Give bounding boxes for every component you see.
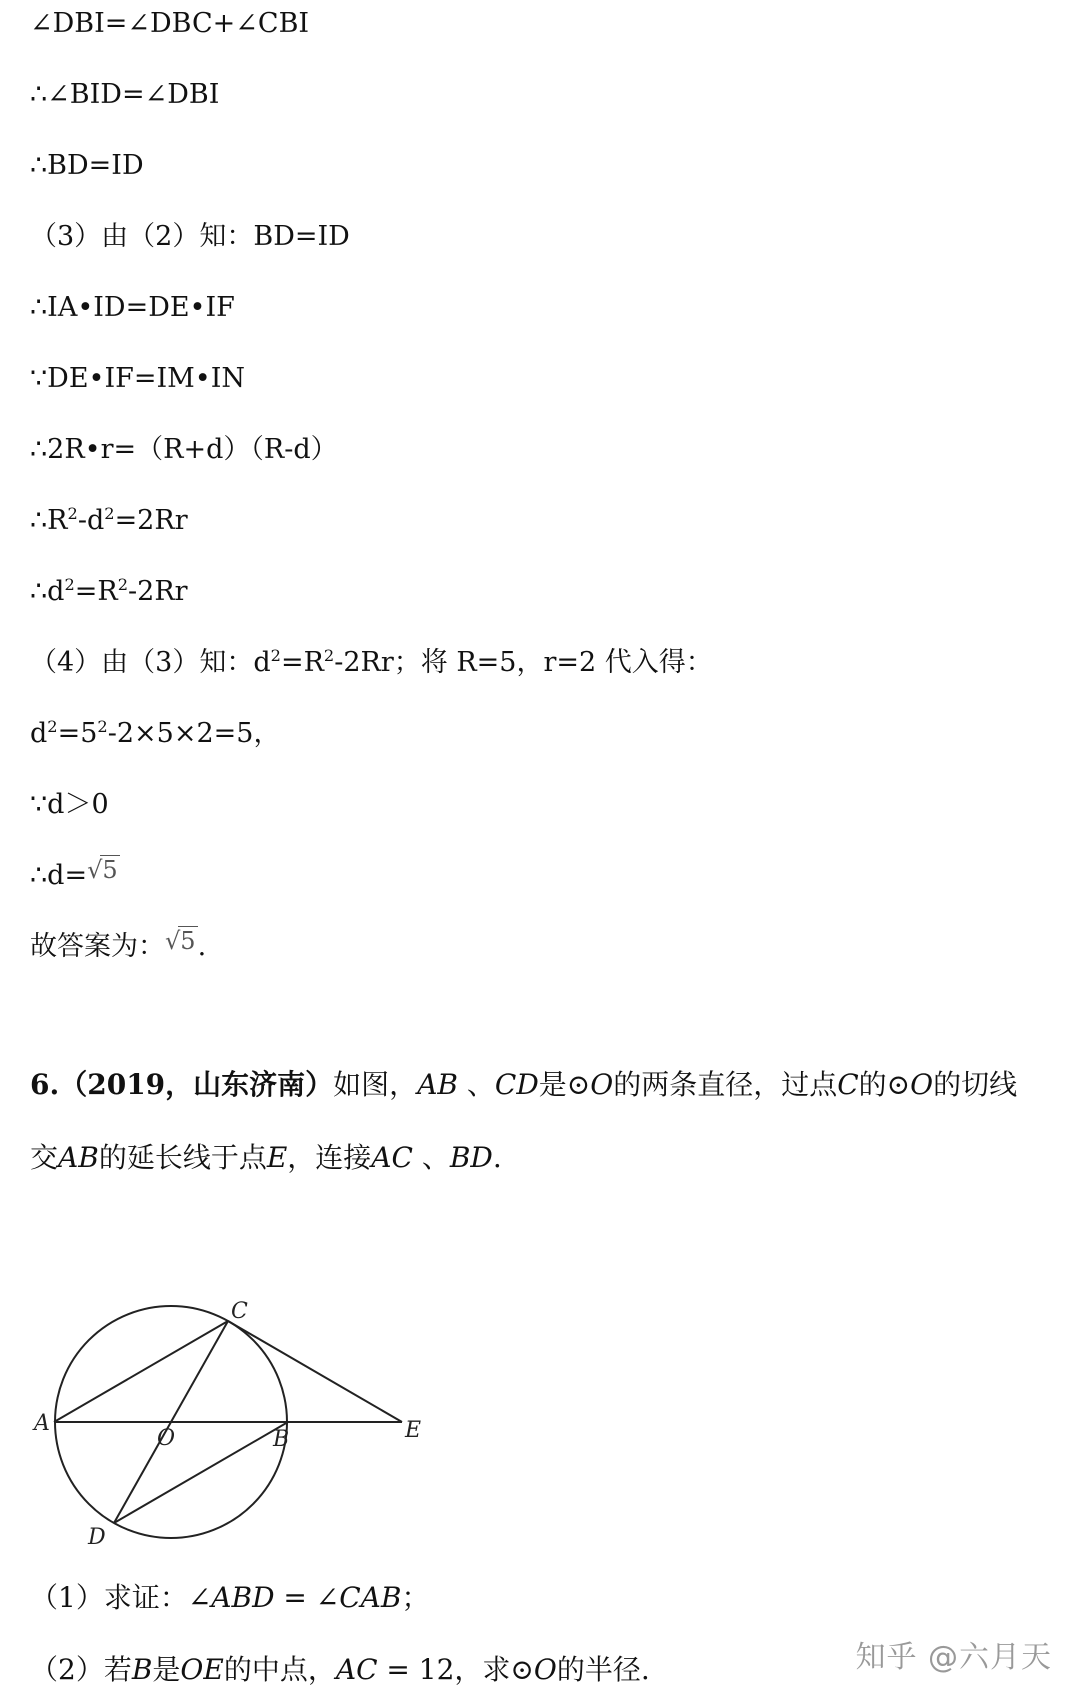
question-2: （2）若B是OE的中点，AC = 12，求⊙O的半径. bbox=[30, 1653, 650, 1686]
point-label-o: O bbox=[157, 1426, 176, 1451]
segment-ce bbox=[228, 1321, 402, 1422]
sqrt-five: √5 bbox=[87, 856, 118, 884]
question-1: （1）求证：∠ABD = ∠CAB； bbox=[30, 1581, 430, 1614]
proof-line-10: （4）由（3）知：$d^2=R^2-2Rr$；将 R=5，r=2 代入得： bbox=[30, 646, 713, 678]
problem-number: 6.（2019，山东济南） bbox=[30, 1068, 334, 1101]
proof-line-8: $\therefore R^2-d^2=2Rr$ bbox=[30, 504, 188, 536]
proof-line-9: $\therefore d^2=R^2-2Rr$ bbox=[30, 575, 188, 607]
geometry-figure bbox=[30, 1300, 430, 1560]
proof-line-5: ∴IA•ID=DE•IF bbox=[30, 292, 235, 323]
problem-statement-line-1: 6.（2019，山东济南）如图，AB 、CD是⊙O的两条直径，过点C的⊙O的切线 bbox=[30, 1068, 1018, 1101]
proof-line-4: （3）由（2）知：BD=ID bbox=[30, 221, 350, 252]
segment-db bbox=[114, 1422, 288, 1523]
proof-line-6: ∵DE•IF=IM•IN bbox=[30, 363, 246, 394]
point-label-c: C bbox=[231, 1300, 248, 1324]
proof-line-7: ∴2R•r=（R+d）（R-d） bbox=[30, 434, 338, 465]
proof-line-3: ∴BD=ID bbox=[30, 150, 144, 181]
segment-ac bbox=[54, 1321, 228, 1422]
point-label-a: A bbox=[34, 1411, 50, 1436]
proof-line-1: ∠DBI=∠DBC+∠CBI bbox=[30, 8, 310, 39]
point-label-d: D bbox=[88, 1525, 106, 1550]
zhihu-watermark: 知乎 @六月天 bbox=[855, 1640, 1052, 1675]
point-label-e: E bbox=[405, 1418, 422, 1443]
proof-line-12: ∵d＞0 bbox=[30, 789, 109, 820]
proof-line-2: ∴∠BID=∠DBI bbox=[30, 79, 220, 110]
problem-statement-line-2: 交AB的延长线于点E，连接AC 、BD. bbox=[30, 1141, 502, 1174]
proof-line-13: ∴d=√5 bbox=[30, 858, 120, 894]
answer-line: 故答案为：√5. bbox=[30, 929, 206, 965]
proof-line-11: $d^2=5^2-2\times 5\times 2=5$， bbox=[30, 717, 281, 749]
sqrt-five-answer: √5 bbox=[165, 927, 196, 955]
point-label-b: B bbox=[273, 1427, 290, 1452]
